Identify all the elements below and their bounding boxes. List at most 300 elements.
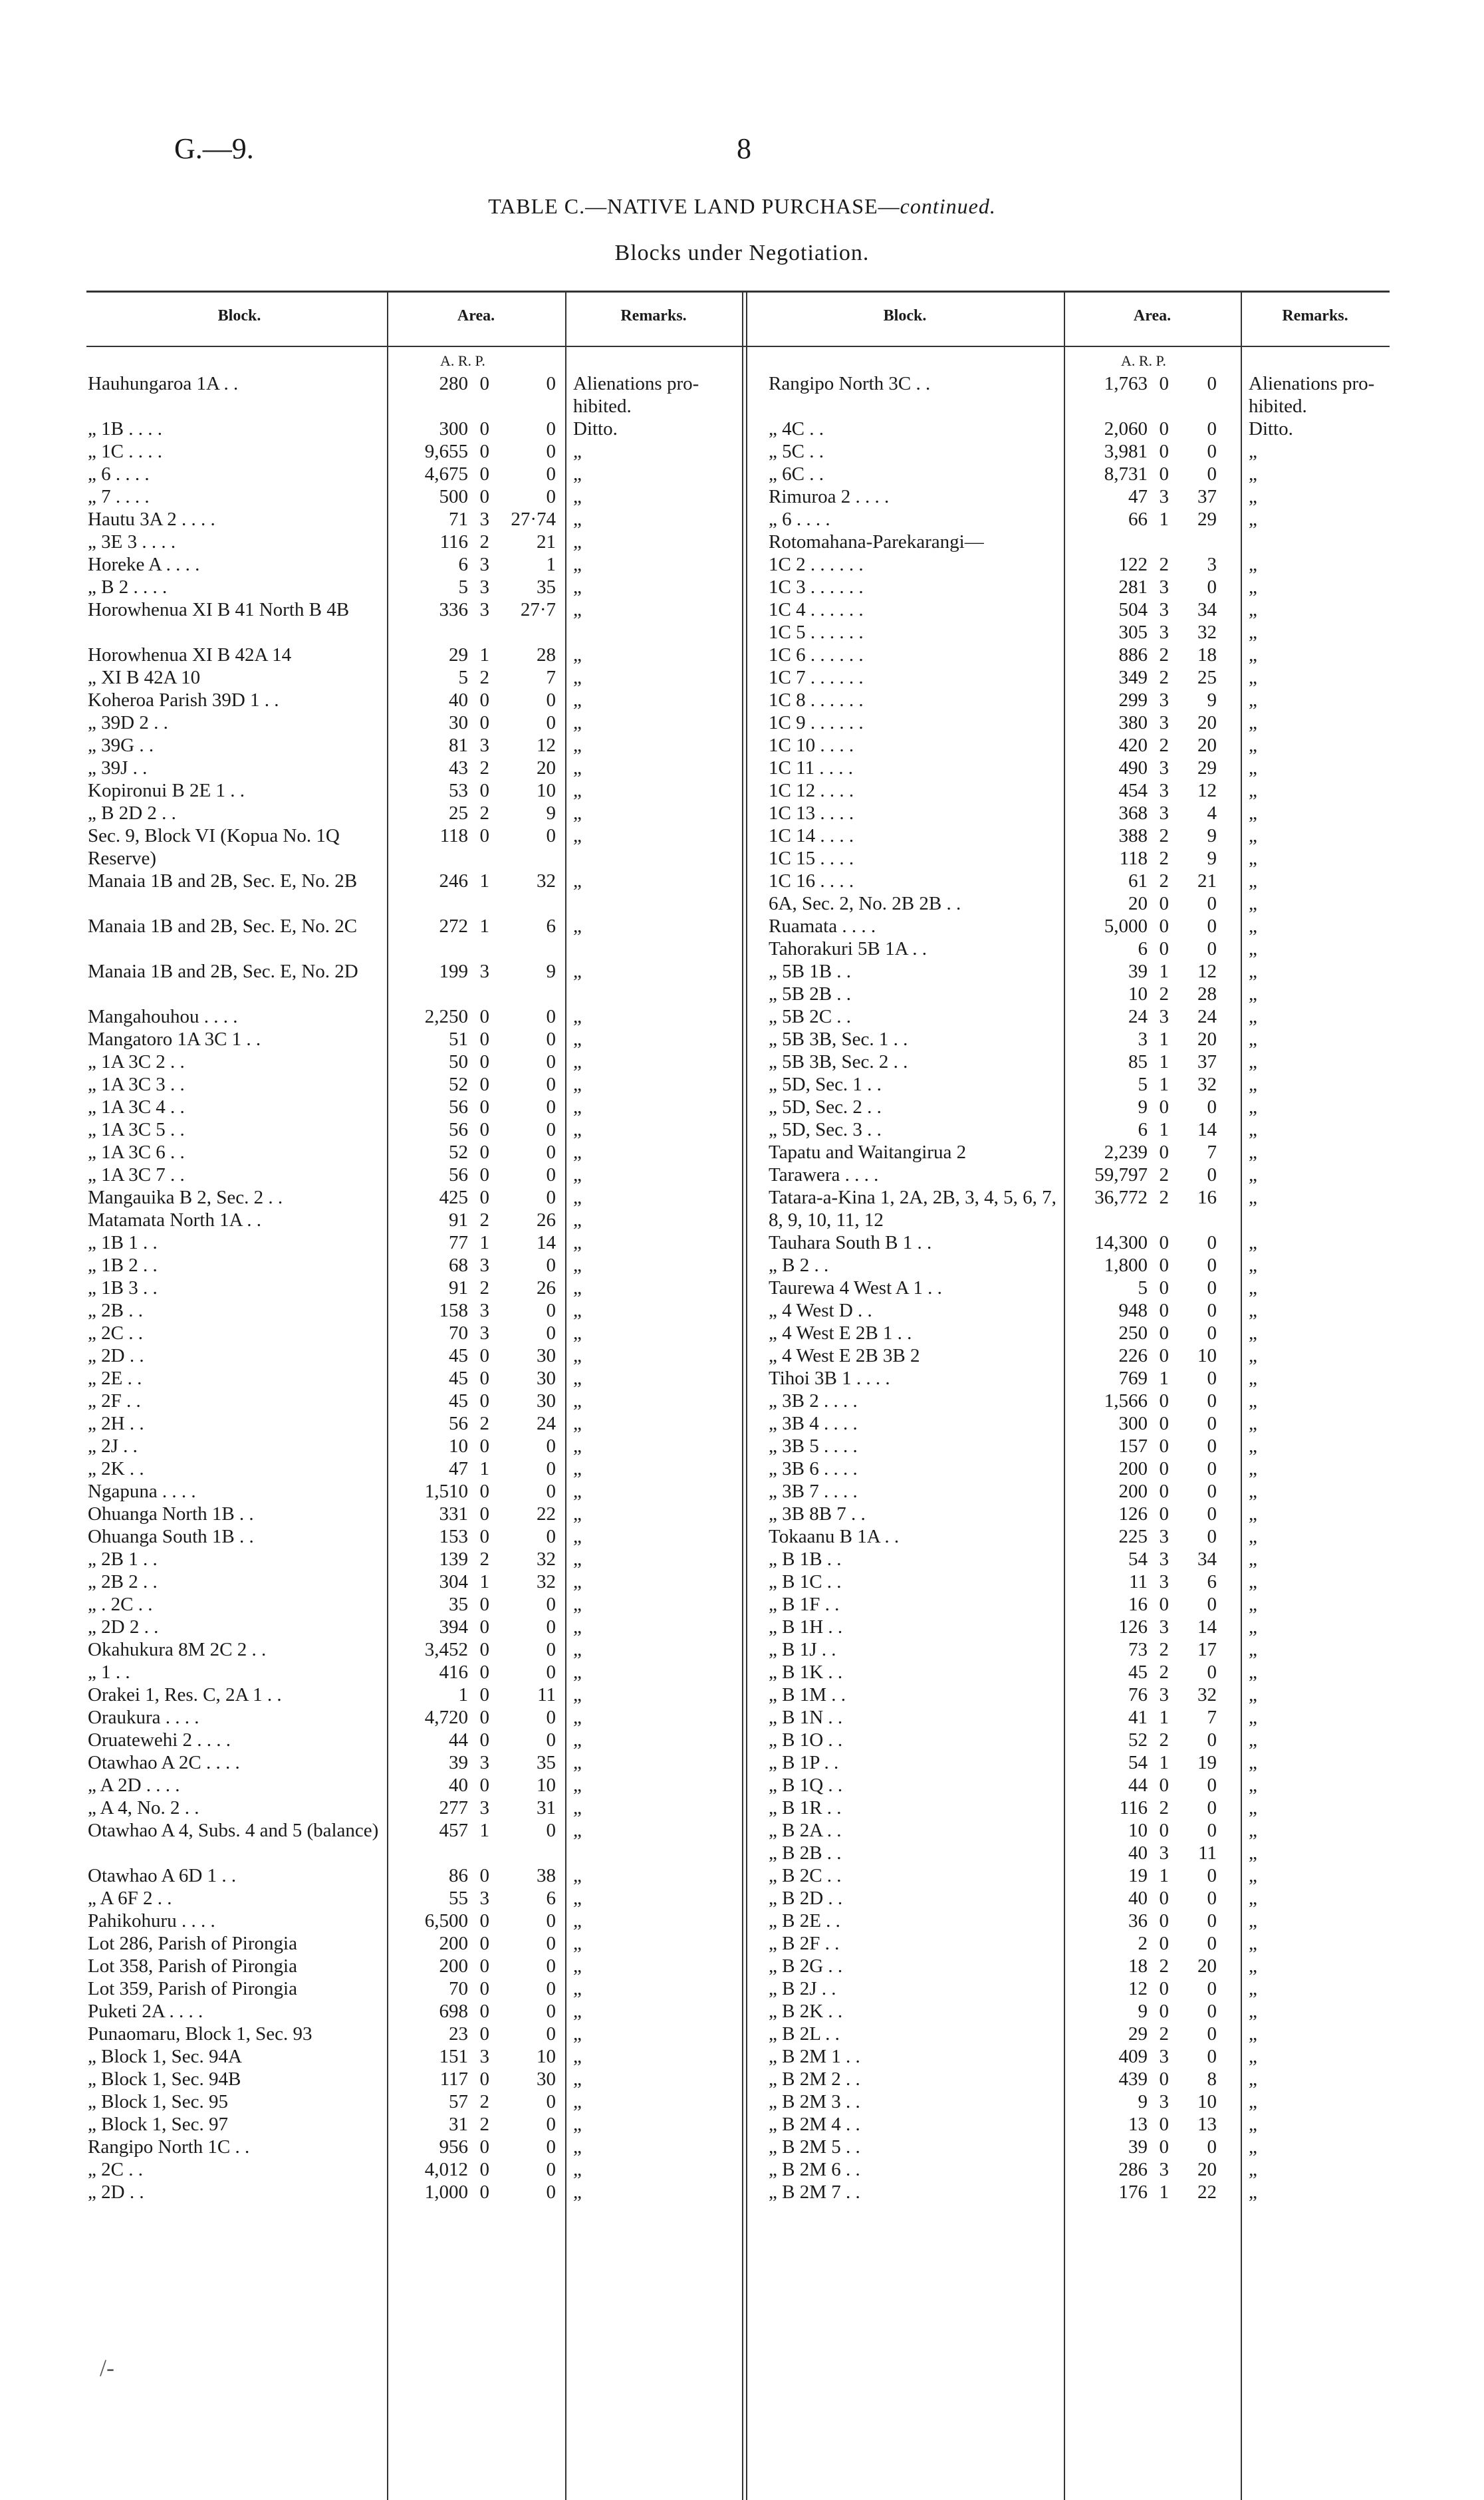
area-roods: 3: [1159, 1526, 1169, 1547]
area-acres: 39: [1128, 2136, 1148, 2158]
area-acres: 9: [1138, 1096, 1148, 1118]
area-acres: 1,566: [1104, 1390, 1148, 1412]
area-acres: 300: [439, 418, 468, 439]
area-perches: 0: [1207, 1888, 1217, 1909]
area-acres: 122: [1118, 554, 1148, 575]
area-roods: 0: [1159, 1594, 1169, 1615]
table-row: [88, 1706, 739, 1729]
table-row: [88, 1254, 739, 1277]
area-acres: 272: [439, 916, 468, 937]
remark: „: [1249, 1729, 1257, 1751]
area-perches: 21: [537, 531, 556, 553]
remark: „: [573, 803, 582, 824]
remark: „: [1249, 441, 1257, 462]
area-roods: 2: [1159, 1797, 1169, 1818]
remark: „: [573, 1255, 582, 1276]
remark: „: [1249, 2068, 1257, 2090]
block-name: „ XI B 42A 10: [88, 667, 201, 688]
block-name: „ 1A 3C 7 . .: [88, 1164, 185, 1186]
table-row: [769, 847, 1447, 870]
area-perches: 14: [1197, 1119, 1217, 1140]
area-acres: 439: [1118, 2068, 1148, 2090]
area-acres: 2: [1138, 1933, 1148, 1954]
area-roods: 3: [479, 576, 489, 598]
block-name: „ B 1F . .: [769, 1594, 840, 1615]
area-acres: 9,655: [424, 441, 468, 462]
area-perches: 0: [1207, 1481, 1217, 1502]
table-row: [769, 1729, 1447, 1751]
area-perches: 0: [546, 1006, 556, 1027]
area-roods: 2: [1159, 667, 1169, 688]
area-perches: 30: [537, 1345, 556, 1366]
area-roods: 1: [479, 1820, 489, 1841]
block-name: „ 5D, Sec. 1 . .: [769, 1074, 882, 1095]
area-perches: 0: [1207, 1390, 1217, 1412]
remark: „: [1249, 1255, 1257, 1276]
area-roods: 0: [479, 1594, 489, 1615]
table-row: [88, 1819, 739, 1864]
table-row: [88, 2113, 739, 2136]
remark: „: [573, 1933, 582, 1954]
table-row: [769, 1842, 1447, 1864]
block-name: „ 5B 1B . .: [769, 961, 852, 982]
area-acres: 116: [439, 531, 468, 553]
table-row: [88, 1503, 739, 1525]
area-acres: 56: [449, 1119, 468, 1140]
area-roods: 0: [1159, 1413, 1169, 1434]
area-acres: 886: [1118, 644, 1148, 666]
remark: „: [573, 667, 582, 688]
area-perches: 0: [546, 1300, 556, 1321]
area-roods: 0: [479, 373, 489, 394]
block-name: Lot 359, Parish of Pirongia: [88, 1978, 297, 1999]
area-roods: 3: [1159, 1549, 1169, 1570]
area-roods: 0: [1159, 1910, 1169, 1932]
remark: „: [573, 1345, 582, 1366]
area-acres: 56: [449, 1164, 468, 1186]
area-roods: 2: [479, 2091, 489, 2112]
col-head-area-right: Area.: [1133, 307, 1172, 324]
area-perches: 34: [1197, 1549, 1217, 1570]
area-perches: 12: [1197, 780, 1217, 801]
table-subtitle: Blocks under Negotiation.: [614, 241, 870, 265]
table-row: [769, 531, 1447, 553]
remark: „: [573, 1209, 582, 1231]
area-perches: 20: [1197, 1955, 1217, 1977]
area-roods: 3: [1159, 689, 1169, 711]
area-perches: 0: [546, 1255, 556, 1276]
remark: „: [573, 1910, 582, 1932]
table-row: [769, 1819, 1447, 1842]
area-acres: 126: [1118, 1503, 1148, 1525]
area-acres: 200: [1118, 1458, 1148, 1479]
area-roods: 0: [1159, 441, 1169, 462]
area-acres: 30: [449, 712, 468, 733]
block-name: „ A 6F 2 . .: [88, 1888, 172, 1909]
table-row: [88, 553, 739, 576]
area-perches: 6: [546, 916, 556, 937]
area-perches: 12: [1197, 961, 1217, 982]
block-name: „ 2C . .: [88, 1322, 143, 1344]
block-name: 1C 8 . . . . . .: [769, 689, 864, 711]
area-perches: 8: [1207, 2068, 1217, 2090]
remark: „: [573, 1051, 582, 1072]
area-roods: 1: [479, 916, 489, 937]
area-acres: 31: [449, 2114, 468, 2135]
table-row: [769, 1277, 1447, 1299]
table-row: [769, 938, 1447, 960]
remark: „: [1249, 1051, 1257, 1072]
header-top-rule: [86, 291, 1390, 293]
table-row: [88, 1525, 739, 1548]
area-acres: 409: [1118, 2046, 1148, 2067]
area-perches: 20: [1197, 735, 1217, 756]
block-name: „ 2K . .: [88, 1458, 144, 1479]
area-perches: 20: [537, 757, 556, 779]
block-name: „ Block 1, Sec. 97: [88, 2114, 229, 2135]
area-roods: 0: [479, 463, 489, 485]
area-acres: 29: [1128, 2023, 1148, 2045]
table-row: [88, 2181, 739, 2203]
area-acres: 118: [1119, 848, 1148, 869]
area-perches: 9: [1207, 825, 1217, 846]
area-acres: 349: [1118, 667, 1148, 688]
area-acres: 4,720: [424, 1707, 468, 1728]
remark: „: [1249, 1684, 1257, 1705]
block-name: „ 2E . .: [88, 1368, 142, 1389]
block-name: Rotomahana-Parekarangi—: [769, 531, 984, 553]
table-row: [769, 1887, 1447, 1910]
area-acres: 39: [1128, 961, 1148, 982]
area-roods: 0: [479, 1096, 489, 1118]
remark: „: [573, 757, 582, 779]
area-acres: 66: [1128, 509, 1148, 530]
table-row: [769, 1684, 1447, 1706]
table-row: [769, 1231, 1447, 1254]
table-row: [769, 1344, 1447, 1367]
area-perches: 30: [537, 1390, 556, 1412]
area-perches: 0: [1207, 1933, 1217, 1954]
area-roods: 3: [479, 554, 489, 575]
remark: „: [573, 2136, 582, 2158]
area-acres: 52: [1128, 1729, 1148, 1751]
remark: „: [573, 1594, 582, 1615]
block-name: „ B 2E . .: [769, 1910, 840, 1932]
table-row: [88, 824, 739, 870]
block-name: „ 5B 3B, Sec. 2 . .: [769, 1051, 908, 1072]
area-roods: 0: [479, 1074, 489, 1095]
block-name: „ 5D, Sec. 2 . .: [769, 1096, 882, 1118]
area-acres: 40: [1128, 1842, 1148, 1864]
area-perches: 0: [546, 689, 556, 711]
area-acres: 454: [1118, 780, 1148, 801]
remark: Ditto.: [573, 418, 618, 439]
table-row: [88, 1955, 739, 1977]
area-perches: 0: [546, 1187, 556, 1208]
table-row: [88, 757, 739, 779]
block-name: Orakei 1, Res. C, 2A 1 . .: [88, 1684, 282, 1705]
area-perches: 30: [537, 1368, 556, 1389]
area-acres: 500: [439, 486, 468, 507]
table-row: [88, 734, 739, 757]
remark: „: [573, 1300, 582, 1321]
area-acres: 1,763: [1104, 373, 1148, 394]
area-acres: 45: [449, 1390, 468, 1412]
area-acres: 117: [439, 2068, 468, 2090]
area-acres: 280: [439, 373, 468, 394]
table-row: [769, 1118, 1447, 1141]
area-perches: 0: [546, 1910, 556, 1932]
area-roods: 0: [479, 1684, 489, 1705]
block-name: „ B 2J . .: [769, 1978, 836, 1999]
block-name: 1C 9 . . . . . .: [769, 712, 864, 733]
remark: „: [573, 1684, 582, 1705]
remark: „: [1249, 486, 1257, 507]
remark: Alienations pro-hibited.: [573, 373, 699, 417]
area-perches: 4: [1207, 803, 1217, 824]
area-roods: 2: [479, 531, 489, 553]
area-perches: 0: [546, 712, 556, 733]
table-row: [88, 1322, 739, 1344]
area-perches: 24: [1197, 1006, 1217, 1027]
area-acres: 698: [439, 2001, 468, 2022]
remark: „: [573, 554, 582, 575]
table-row: [769, 1910, 1447, 1932]
block-name: Tarawera . . . .: [769, 1164, 879, 1186]
area-roods: 0: [1159, 1820, 1169, 1841]
table-row: [769, 1797, 1447, 1819]
remark: „: [1249, 712, 1257, 733]
block-name: 1C 3 . . . . . .: [769, 576, 864, 598]
area-roods: 0: [479, 2159, 489, 2180]
block-name: „ 3B 8B 7 . .: [769, 1503, 866, 1525]
area-acres: 199: [439, 961, 468, 982]
block-name: 1C 10 . . . .: [769, 735, 854, 756]
area-acres: 250: [1118, 1322, 1148, 1344]
area-perches: 31: [537, 1797, 556, 1818]
area-acres: 56: [449, 1096, 468, 1118]
block-name: 1C 14 . . . .: [769, 825, 854, 846]
area-acres: 35: [449, 1594, 468, 1615]
area-acres: 9: [1138, 2091, 1148, 2112]
block-name: „ 2D . .: [88, 2182, 144, 2203]
remark: „: [1249, 825, 1257, 846]
remark: „: [1249, 1390, 1257, 1412]
remark: Alienations pro-hibited.: [1249, 373, 1375, 417]
block-name: Punaomaru, Block 1, Sec. 93: [88, 2023, 312, 2045]
block-name: Rangipo North 1C . .: [88, 2136, 250, 2158]
table-row: [88, 666, 739, 689]
area-roods: 0: [479, 1955, 489, 1977]
area-acres: 200: [1118, 1481, 1148, 1502]
area-perches: 0: [1207, 1526, 1217, 1547]
margin-scribble: /-: [100, 2354, 114, 2381]
area-perches: 6: [546, 1888, 556, 1909]
area-perches: 0: [546, 1820, 556, 1841]
area-acres: 56: [449, 1413, 468, 1434]
area-roods: 0: [1159, 1888, 1169, 1909]
area-acres: 157: [1118, 1436, 1148, 1457]
remark: „: [1249, 1888, 1257, 1909]
block-name: Ruamata . . . .: [769, 916, 876, 937]
area-acres: 85: [1128, 1051, 1148, 1072]
remark: „: [573, 1413, 582, 1434]
remark: „: [573, 689, 582, 711]
area-roods: 3: [1159, 2091, 1169, 2112]
table-row: [88, 870, 739, 915]
block-name: Horeke A . . . .: [88, 554, 200, 575]
area-acres: 11: [1129, 1571, 1148, 1592]
area-acres: 54: [1128, 1752, 1148, 1773]
area-perches: 32: [537, 870, 556, 892]
table-row: [769, 2181, 1447, 2203]
area-roods: 0: [479, 2001, 489, 2022]
block-name: 1C 11 . . . .: [769, 757, 854, 779]
area-acres: 43: [449, 757, 468, 779]
area-perches: 0: [546, 441, 556, 462]
block-name: „ B 2A . .: [769, 1820, 842, 1841]
area-acres: 368: [1118, 803, 1148, 824]
remark: „: [573, 1164, 582, 1186]
table-row: [88, 1231, 739, 1254]
area-perches: 26: [537, 1209, 556, 1231]
area-perches: 0: [546, 373, 556, 394]
table-row: [88, 1141, 739, 1164]
block-name: „ B 2F . .: [769, 1933, 840, 1954]
block-name: 1C 4 . . . . . .: [769, 599, 864, 620]
remark: „: [573, 644, 582, 666]
table-row: [769, 734, 1447, 757]
remark: „: [1249, 1978, 1257, 1999]
area-acres: 10: [449, 1436, 468, 1457]
area-perches: 22: [537, 1503, 556, 1525]
table-row: [88, 1186, 739, 1209]
remark: „: [1249, 509, 1257, 530]
area-acres: 25: [449, 803, 468, 824]
block-name: Koheroa Parish 39D 1 . .: [88, 689, 279, 711]
remark: „: [1249, 667, 1257, 688]
area-roods: 0: [479, 1436, 489, 1457]
area-acres: 1: [458, 1684, 468, 1705]
area-perches: 0: [546, 1142, 556, 1163]
area-roods: 1: [1159, 1752, 1169, 1773]
block-name: „ A 4, No. 2 . .: [88, 1797, 199, 1818]
area-perches: 0: [546, 486, 556, 507]
table-row: [769, 915, 1447, 938]
remark: „: [573, 1775, 582, 1796]
area-perches: 10: [537, 780, 556, 801]
remark: „: [573, 1549, 582, 1570]
col-head-block-left: Block.: [217, 307, 261, 324]
area-roods: 0: [1159, 1096, 1169, 1118]
block-name: Tauhara South B 1 . .: [769, 1232, 932, 1253]
block-name: „ B 1H . .: [769, 1616, 843, 1638]
table-row: [88, 1390, 739, 1412]
area-roods: 0: [1159, 1933, 1169, 1954]
area-roods: 3: [479, 509, 489, 530]
area-perches: 0: [546, 1729, 556, 1751]
block-name: „ 4C . .: [769, 418, 824, 439]
area-roods: 0: [479, 1616, 489, 1638]
block-name: „ B 1M . .: [769, 1684, 846, 1705]
table-row: [769, 1367, 1447, 1390]
area-perches: 0: [1207, 1368, 1217, 1389]
remark: „: [1249, 870, 1257, 892]
table-row: [769, 1096, 1447, 1118]
area-roods: 1: [479, 1458, 489, 1479]
block-name: „ 5B 3B, Sec. 1 . .: [769, 1029, 908, 1050]
area-roods: 3: [1159, 2046, 1169, 2067]
remark: „: [1249, 1458, 1257, 1479]
area-roods: 0: [479, 1164, 489, 1186]
remark: „: [1249, 757, 1257, 779]
area-roods: 3: [1159, 1006, 1169, 1027]
block-name: Tokaanu B 1A . .: [769, 1526, 900, 1547]
area-acres: 769: [1118, 1368, 1148, 1389]
remark: „: [1249, 961, 1257, 982]
table-row: [88, 779, 739, 802]
area-perches: 11: [1198, 1842, 1217, 1864]
area-acres: 331: [439, 1503, 468, 1525]
remark: „: [1249, 1503, 1257, 1525]
table-row: [88, 1096, 739, 1118]
area-roods: 0: [479, 2182, 489, 2203]
block-name: „ 2D . .: [88, 1345, 144, 1366]
area-acres: 36,772: [1094, 1187, 1148, 1208]
area-perches: 24: [537, 1413, 556, 1434]
area-perches: 0: [546, 1458, 556, 1479]
block-name: Tapatu and Waitangirua 2: [769, 1142, 967, 1163]
table-row: [769, 2136, 1447, 2158]
block-name: „ Block 1, Sec. 94B: [88, 2068, 241, 2090]
block-name: „ B 1N . .: [769, 1707, 843, 1728]
table-row: [88, 2068, 739, 2090]
table-row: [769, 1593, 1447, 1616]
table-row: [88, 531, 739, 553]
block-name: Ohuanga South 1B . .: [88, 1526, 254, 1547]
area-perches: 30: [537, 2068, 556, 2090]
area-roods: 2: [479, 667, 489, 688]
remark: „: [573, 2159, 582, 2180]
table-row: [88, 1887, 739, 1910]
area-roods: 3: [1159, 622, 1169, 643]
remark: „: [1249, 2001, 1257, 2022]
area-perches: 0: [546, 1526, 556, 1547]
area-roods: 2: [1159, 1187, 1169, 1208]
table-row: [88, 1977, 739, 2000]
block-name: „ B 2M 6 . .: [769, 2159, 860, 2180]
block-name: „ 2C . .: [88, 2159, 143, 2180]
area-roods: 3: [479, 1322, 489, 1344]
area-roods: 2: [1159, 870, 1169, 892]
block-name: „ B 2D . .: [769, 1888, 843, 1909]
area-perches: 0: [1207, 1729, 1217, 1751]
remark: „: [573, 1481, 582, 1502]
area-roods: 0: [479, 1662, 489, 1683]
block-name: „ 5D, Sec. 3 . .: [769, 1119, 882, 1140]
area-perches: 0: [1207, 1594, 1217, 1615]
area-roods: 0: [479, 1481, 489, 1502]
area-acres: 300: [1118, 1413, 1148, 1434]
area-roods: 0: [1159, 1390, 1169, 1412]
area-roods: 0: [1159, 463, 1169, 485]
block-name: Hautu 3A 2 . . . .: [88, 509, 215, 530]
remark: „: [1249, 893, 1257, 914]
area-perches: 0: [546, 418, 556, 439]
area-roods: 0: [479, 1051, 489, 1072]
area-acres: 286: [1118, 2159, 1148, 2180]
table-row: [769, 598, 1447, 621]
